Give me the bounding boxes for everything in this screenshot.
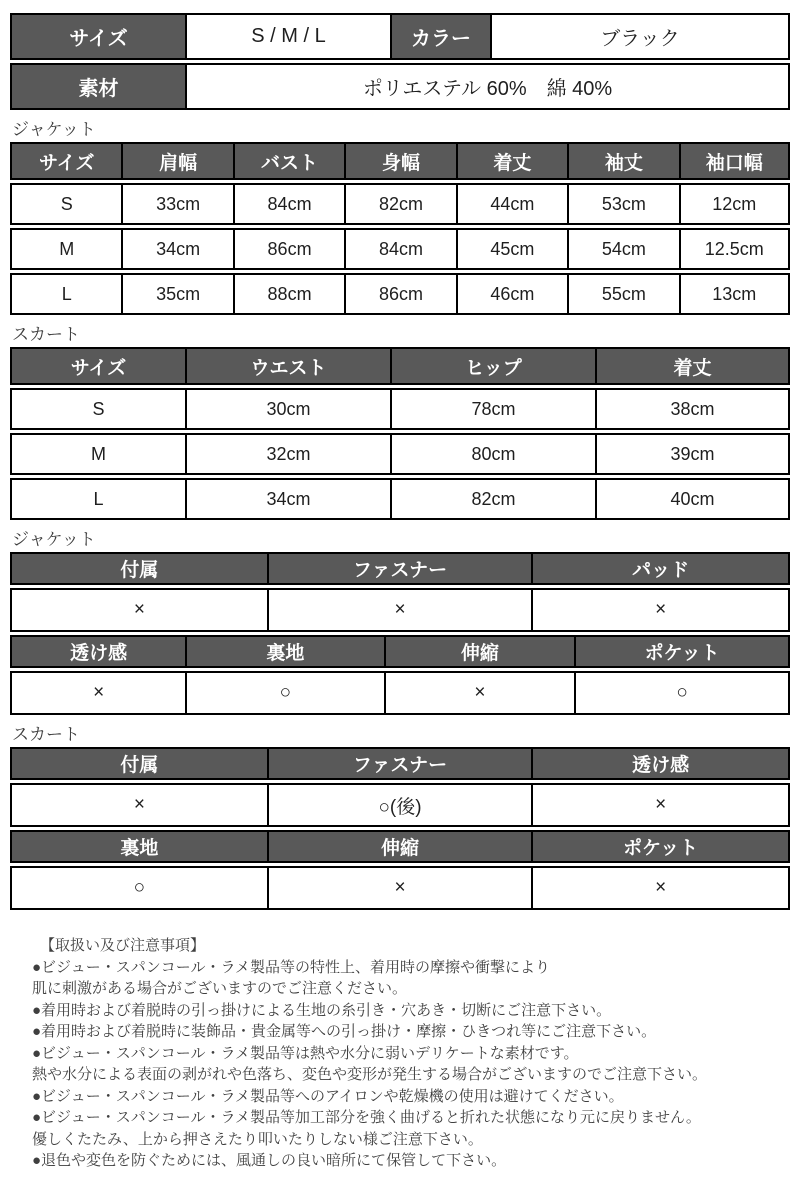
skirt-size-section-label: スカート	[12, 325, 80, 344]
table-row	[10, 866, 790, 910]
table-row	[10, 433, 790, 475]
measurement-cell: 30cm	[185, 388, 390, 430]
header-cell: パッド	[531, 552, 790, 585]
header-cell: 付属	[10, 747, 267, 780]
note-line: ●着用時および着脱時に装飾品・貴金属等への引っ掛け・摩擦・ひきつれ等にご注意下さい。	[32, 1023, 657, 1040]
table-row	[10, 478, 790, 520]
feature-value-cell: ○(後)	[267, 783, 531, 827]
skirt-features-table-row2	[10, 827, 790, 913]
measurement-cell: M	[10, 433, 185, 475]
measurement-cell: M	[10, 228, 121, 270]
table-row	[10, 273, 790, 315]
table-row	[10, 63, 790, 110]
measurement-cell: 45cm	[456, 228, 567, 270]
measurement-cell: 32cm	[185, 433, 390, 475]
header-cell: 透け感	[10, 635, 185, 668]
measurement-cell: 86cm	[344, 273, 455, 315]
header-cell: バスト	[233, 142, 344, 180]
measurement-cell: 55cm	[567, 273, 678, 315]
note-line: ●退色や変色を防ぐためには、風通しの良い暗所にて保管して下さい。	[32, 1152, 507, 1169]
header-cell: 袖口幅	[679, 142, 790, 180]
product-info-table	[10, 10, 790, 113]
measurement-cell: 12cm	[679, 183, 790, 225]
note-line: ●ビジュー・スパンコール・ラメ製品等加工部分を強く曲げると折れた状態になり元に戻りません。	[32, 1109, 701, 1126]
measurement-cell: 78cm	[390, 388, 595, 430]
table-row	[10, 183, 790, 225]
jacket-features-section-label: ジャケット	[12, 530, 96, 549]
header-cell: ポケット	[531, 830, 790, 863]
feature-value-cell: ×	[10, 588, 267, 632]
measurement-cell: 34cm	[121, 228, 232, 270]
table-header-row	[10, 552, 790, 585]
jacket-features-table-row2	[10, 632, 790, 718]
table-header-row	[10, 142, 790, 180]
table-row	[10, 228, 790, 270]
note-line: 優しくたたみ、上から押さえたり叩いたりしない様ご注意下さい。	[32, 1130, 483, 1148]
measurement-cell: 54cm	[567, 228, 678, 270]
color-label-cell: カラー	[390, 13, 490, 60]
note-line: 熱や水分による表面の剥がれや色落ち、変色や変形が発生する場合がございますのでご注意下さい。	[32, 1066, 708, 1083]
measurement-cell: 13cm	[679, 273, 790, 315]
table-row	[10, 588, 790, 632]
measurement-cell: 82cm	[344, 183, 455, 225]
skirt-size-table	[10, 344, 790, 523]
feature-value-cell: ○	[574, 671, 790, 715]
measurement-cell: 35cm	[121, 273, 232, 315]
measurement-cell: 80cm	[390, 433, 595, 475]
header-cell: 着丈	[595, 347, 790, 385]
header-cell: 付属	[10, 552, 267, 585]
measurement-cell: 82cm	[390, 478, 595, 520]
table-row	[10, 671, 790, 715]
feature-value-cell: ×	[531, 866, 790, 910]
header-cell: 裏地	[185, 635, 383, 668]
header-cell: ファスナー	[267, 747, 531, 780]
size-value-cell: S / M / L	[185, 13, 390, 60]
table-row	[10, 13, 790, 60]
measurement-cell: 88cm	[233, 273, 344, 315]
jacket-size-section-label: ジャケット	[12, 120, 96, 139]
table-header-row	[10, 830, 790, 863]
measurement-cell: 84cm	[344, 228, 455, 270]
material-value-cell: ポリエステル 60% 綿 40%	[185, 63, 790, 110]
material-label-cell: 素材	[10, 63, 185, 110]
measurement-cell: 12.5cm	[679, 228, 790, 270]
color-value-cell: ブラック	[490, 13, 790, 60]
measurement-cell: S	[10, 183, 121, 225]
feature-value-cell: ○	[185, 671, 383, 715]
table-header-row	[10, 347, 790, 385]
measurement-cell: 34cm	[185, 478, 390, 520]
measurement-cell: L	[10, 478, 185, 520]
feature-value-cell: ×	[384, 671, 575, 715]
measurement-cell: 46cm	[456, 273, 567, 315]
header-cell: ウエスト	[185, 347, 390, 385]
header-cell: 裏地	[10, 830, 267, 863]
header-cell: ポケット	[574, 635, 790, 668]
feature-value-cell: ×	[531, 783, 790, 827]
note-line: ●ビジュー・スパンコール・ラメ製品等は熱や水分に弱いデリケートな素材です。	[32, 1044, 579, 1062]
table-row	[10, 388, 790, 430]
note-line: ●着用時および着脱時の引っ掛けによる生地の糸引き・穴あき・切断にご注意下さい。	[32, 1001, 612, 1019]
measurement-cell: 53cm	[567, 183, 678, 225]
measurement-cell: 86cm	[233, 228, 344, 270]
header-cell: ファスナー	[267, 552, 531, 585]
feature-value-cell: ×	[10, 783, 267, 827]
feature-value-cell: ×	[267, 866, 531, 910]
note-line: 肌に刺激がある場合がございますのでご注意ください。	[32, 980, 408, 997]
measurement-cell: 39cm	[595, 433, 790, 475]
note-line: ●ビジュー・スパンコール・ラメ製品等の特性上、着用時の摩擦や衝撃により	[32, 958, 551, 976]
jacket-features-table-row1	[10, 549, 790, 635]
note-line: ●ビジュー・スパンコール・ラメ製品等へのアイロンや乾燥機の使用は避けてください。	[32, 1087, 624, 1105]
size-label-cell: サイズ	[10, 13, 185, 60]
header-cell: 伸縮	[384, 635, 575, 668]
header-cell: 肩幅	[121, 142, 232, 180]
measurement-cell: 40cm	[595, 478, 790, 520]
header-cell: 着丈	[456, 142, 567, 180]
handling-notes	[32, 935, 790, 1172]
table-header-row	[10, 635, 790, 668]
header-cell: サイズ	[10, 347, 185, 385]
header-cell: サイズ	[10, 142, 121, 180]
notes-title: 【取扱い及び注意事項】	[40, 937, 206, 954]
table-row	[10, 783, 790, 827]
feature-value-cell: ○	[10, 866, 267, 910]
header-cell: ヒップ	[390, 347, 595, 385]
measurement-cell: 33cm	[121, 183, 232, 225]
measurement-cell: 84cm	[233, 183, 344, 225]
jacket-size-table	[10, 139, 790, 318]
measurement-cell: L	[10, 273, 121, 315]
measurement-cell: 44cm	[456, 183, 567, 225]
header-cell: 伸縮	[267, 830, 531, 863]
feature-value-cell: ×	[531, 588, 790, 632]
header-cell: 袖丈	[567, 142, 678, 180]
skirt-features-table-row1	[10, 744, 790, 830]
table-header-row	[10, 747, 790, 780]
header-cell: 身幅	[344, 142, 455, 180]
measurement-cell: S	[10, 388, 185, 430]
measurement-cell: 38cm	[595, 388, 790, 430]
header-cell: 透け感	[531, 747, 790, 780]
feature-value-cell: ×	[267, 588, 531, 632]
feature-value-cell: ×	[10, 671, 185, 715]
skirt-features-section-label: スカート	[12, 725, 80, 744]
